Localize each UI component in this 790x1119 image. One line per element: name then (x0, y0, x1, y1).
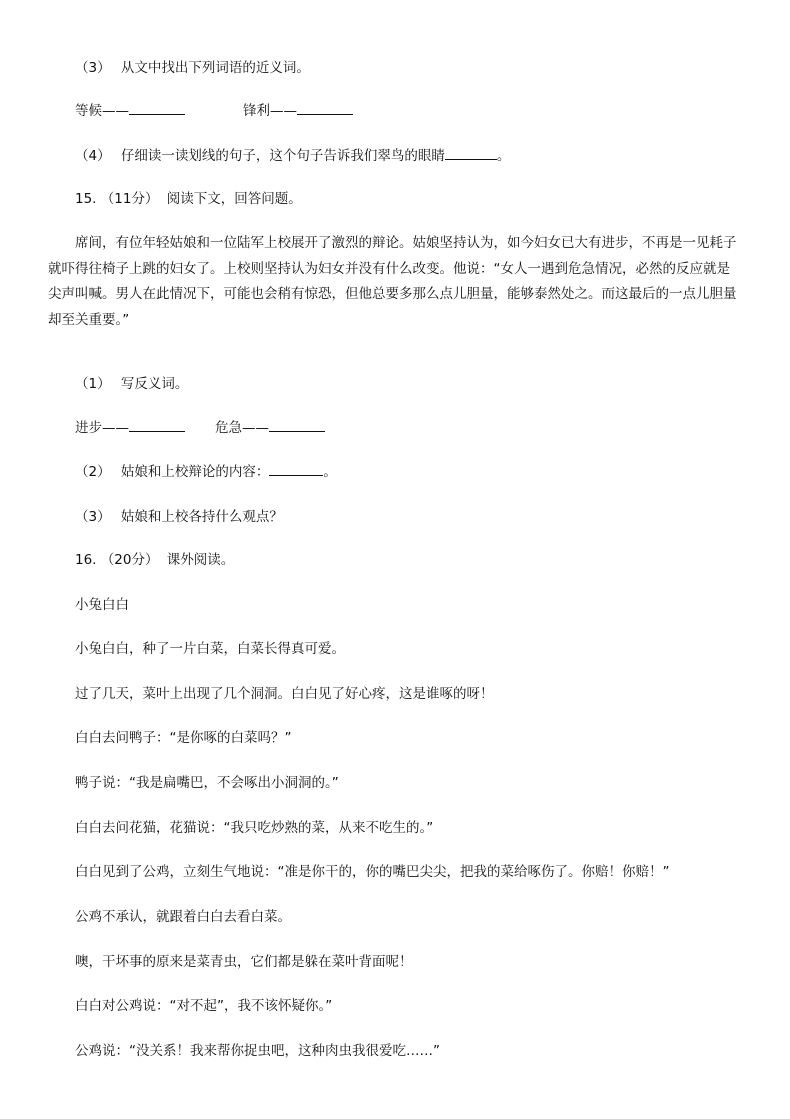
answer-blank[interactable] (129, 100, 185, 115)
q16-story-line: 白白对公鸡说：“对不起”，我不该怀疑你。” (75, 998, 333, 1014)
q14-part4-label: （4） (75, 148, 111, 164)
q15-score: （11分） (100, 191, 159, 207)
q14-synonym-row (75, 99, 185, 119)
q14-part3 (75, 56, 310, 76)
q16-number: 16. (75, 552, 97, 568)
q15-part2-label: （2） (75, 464, 111, 480)
q15-part1-text: 写反义词。 (120, 376, 189, 392)
q15-number: 15. (75, 191, 97, 207)
q16-heading (75, 548, 234, 568)
q15-antonym-row-2 (215, 416, 325, 436)
q16-story-line: 白白去问花猫，花猫说：“我只吃炒熟的菜，从来不吃生的。” (75, 820, 434, 836)
q16-story-line: 过了几天，菜叶上出现了几个洞洞。白白见了好心疼，这是谁啄的呀！ (75, 686, 494, 702)
q15-part2-end: 。 (323, 464, 337, 480)
q15-part1 (75, 372, 188, 392)
answer-blank[interactable] (269, 417, 325, 432)
q15-part1-label: （1） (75, 376, 111, 392)
q14-part4-end: 。 (496, 148, 511, 164)
q15-heading (75, 187, 302, 207)
q16-story-line: 小兔白白，种了一片白菜，白菜长得真可爱。 (75, 641, 345, 657)
q16-story-line: 公鸡说：“没关系！我来帮你捉虫吧，这种肉虫我很爱吃……” (75, 1043, 440, 1059)
q15-antonym-row (75, 416, 185, 436)
q14-synonym-row-2 (243, 99, 353, 119)
q15-antonym-word-1: 进步—— (75, 420, 129, 436)
answer-blank[interactable] (129, 417, 185, 432)
answer-blank[interactable] (269, 461, 323, 476)
q16-story-line: 鸭子说：“我是扁嘴巴，不会啄出小洞洞的。” (75, 775, 339, 791)
answer-blank[interactable] (297, 100, 353, 115)
q14-synonym-word-1: 等候—— (75, 103, 129, 119)
q14-part4-text: 仔细读一读划线的句子，这个句子告诉我们翠鸟的眼睛 (120, 148, 445, 164)
q14-part3-label: （3） (75, 60, 111, 76)
q15-passage: 席间，有位年轻姑娘和一位陆军上校展开了激烈的辩论。姑娘坚持认为，如今妇女已大有进步，不再是一见耗子就吓得往椅子上跳的妇女了。上校则坚持认为妇女并没有什么改变。他说：“女人一遇到危急情况，必然的反应就是尖声叫喊。男人在此情况下，可能也会稍有惊恐，但他总要多那么点儿胆量，能够泰然处之。而这最后的一点儿胆量却至关重要。” (48, 235, 737, 328)
q16-score: （20分） (100, 552, 159, 568)
q16-story-line: 公鸡不承认，就跟着白白去看白菜。 (75, 909, 291, 925)
q15-antonym-word-2: 危急—— (215, 420, 269, 436)
q15-part3 (75, 505, 283, 525)
q14-part4 (75, 144, 510, 164)
q16-story-title: 小兔白白 (75, 597, 129, 613)
q15-part2 (75, 460, 337, 480)
q15-instruction: 阅读下文，回答问题。 (166, 191, 302, 207)
q16-story-line: 白白见到了公鸡，立刻生气地说：“准是你干的，你的嘴巴尖尖，把我的菜给啄伤了。你赔！你赔！” (75, 864, 670, 880)
answer-blank[interactable] (445, 145, 497, 160)
q16-story-line: 噢，干坏事的原来是菜青虫，它们都是躲在菜叶背面呢！ (75, 954, 413, 970)
q15-part3-label: （3） (75, 509, 111, 525)
q16-story-line: 白白去问鸭子：“是你啄的白菜吗？” (75, 730, 292, 746)
q14-part3-text: 从文中找出下列词语的近义词。 (120, 60, 310, 76)
q16-instruction: 课外阅读。 (166, 552, 235, 568)
q15-part3-text: 姑娘和上校各持什么观点？ (120, 509, 283, 525)
q14-synonym-word-2: 锋利—— (243, 103, 297, 119)
q15-part2-text: 姑娘和上校辩论的内容： (120, 464, 270, 480)
